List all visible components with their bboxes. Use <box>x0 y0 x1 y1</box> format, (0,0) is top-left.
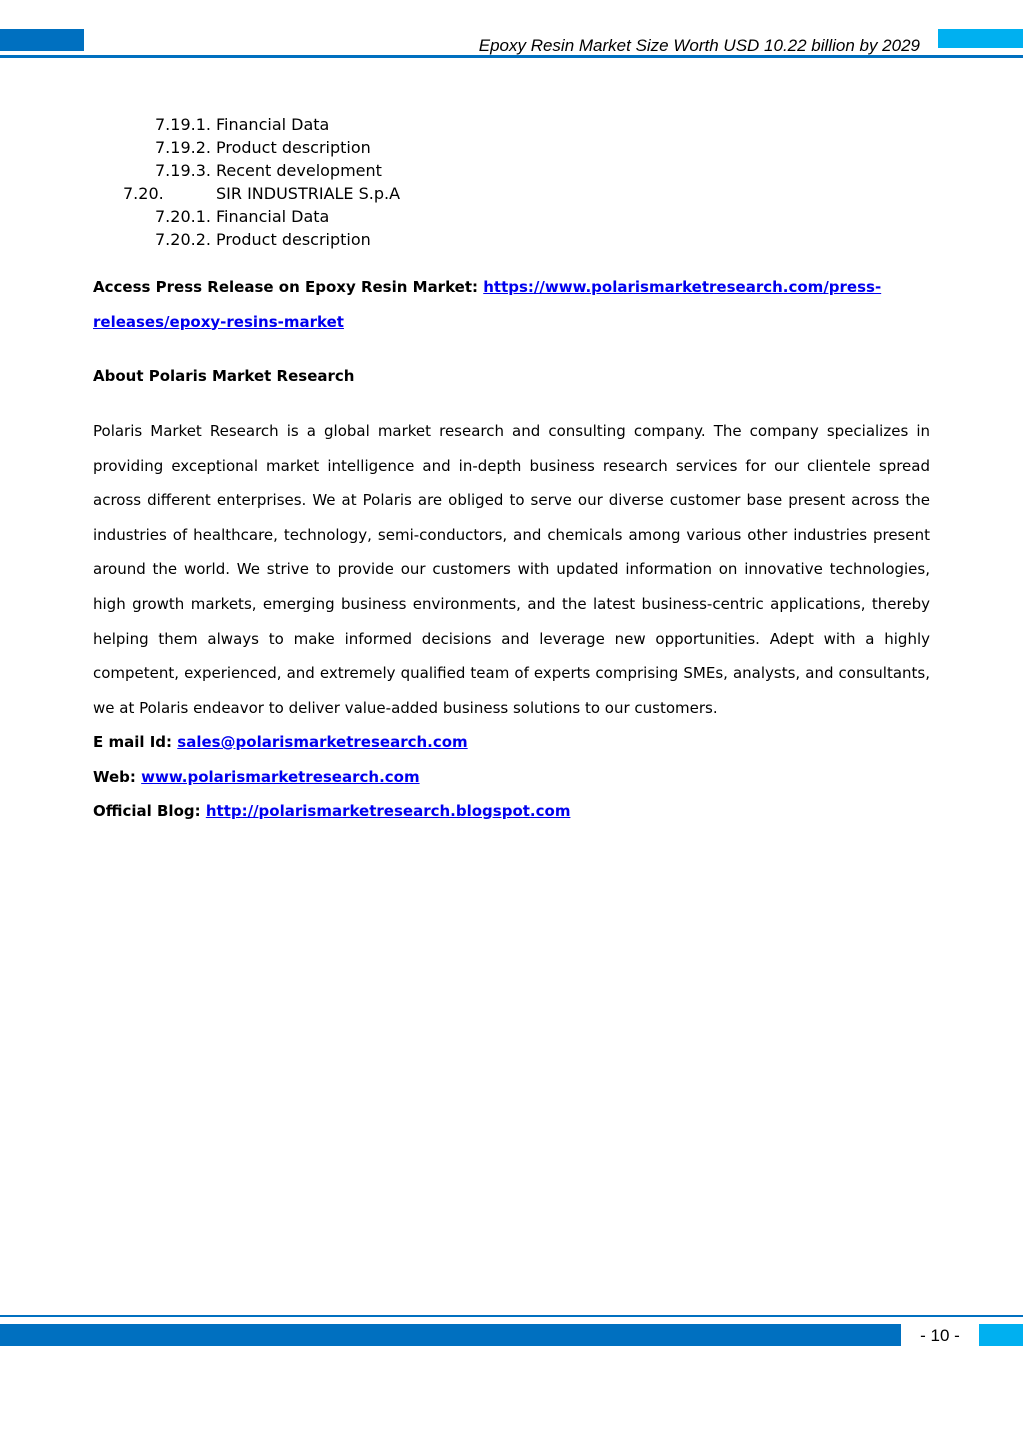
press-release-line <box>93 270 930 339</box>
header-accent-right <box>938 29 1023 48</box>
toc-number: 7.20. <box>123 184 164 203</box>
press-release-link-part2: releases/epoxy-resins-market <box>93 312 344 331</box>
toc-item <box>0 228 1023 251</box>
toc-text: Financial Data <box>216 207 330 226</box>
page-number: - 10 - <box>920 1326 960 1345</box>
toc-item <box>0 205 1023 228</box>
press-release-link-part1: https://www.polarismarketresearch.com/press- <box>483 278 882 296</box>
toc-number: 7.19.1. <box>155 115 211 134</box>
web-label: Web: <box>93 767 142 786</box>
toc-item <box>0 182 1023 205</box>
blog-row <box>93 794 930 829</box>
toc-item <box>0 113 1023 136</box>
toc-text: Financial Data <box>216 115 330 134</box>
toc-number: 7.19.2. <box>155 138 211 157</box>
toc-item <box>0 136 1023 159</box>
toc-text: SIR INDUSTRIALE S.p.A <box>216 184 401 203</box>
press-release-label: Access Press Release on Epoxy Resin Market: <box>93 278 484 296</box>
header-accent-left <box>0 29 84 51</box>
contact-block <box>93 725 930 829</box>
blog-link[interactable]: http://polarismarketresearch.blogspot.com <box>205 802 571 821</box>
footer-rule <box>0 1315 1023 1317</box>
web-link[interactable]: www.polarismarketresearch.com <box>141 767 420 786</box>
header-rule <box>0 55 1023 58</box>
toc-item <box>0 159 1023 182</box>
toc-text: Product description <box>216 138 371 157</box>
email-link[interactable]: sales@polarismarketresearch.com <box>177 733 468 751</box>
table-of-contents <box>0 113 1023 251</box>
toc-text: Recent development <box>216 161 382 180</box>
header-title: Epoxy Resin Market Size Worth USD 10.22 billion by 2029 <box>478 36 920 55</box>
toc-number: 7.19.3. <box>155 161 211 180</box>
about-heading: About Polaris Market Research <box>93 367 355 385</box>
toc-number: 7.20.2. <box>155 230 211 249</box>
email-label: E mail Id: <box>93 733 178 751</box>
email-row <box>93 725 930 760</box>
web-row <box>93 760 930 795</box>
toc-number: 7.20.1. <box>155 207 211 226</box>
footer-accent-right <box>979 1324 1023 1346</box>
footer-bar <box>0 1324 901 1346</box>
toc-text: Product description <box>216 230 371 249</box>
blog-label: Official Blog: <box>93 802 206 821</box>
about-paragraph: Polaris Market Research is a global market research and consulting company. The company specializes in providing exceptional market intelligence and in-depth business research services for our clientele spread across different enterprises. We at Polaris are obliged to serve our diverse customer base present across the industries of healthcare, technology, semi-conductors, and chemicals among various other industries present around the world. We strive to provide our customers with updated information on innovative technologies, high growth markets, emerging business environments, and the latest business-centric applications, thereby helping them always to make informed decisions and leverage new opportunities. Adept with a highly competent, experienced, and extremely qualified team of experts comprising SMEs, analysts, and consultants, we at Polaris endeavor to deliver value-added business solutions to our customers. <box>93 422 930 717</box>
